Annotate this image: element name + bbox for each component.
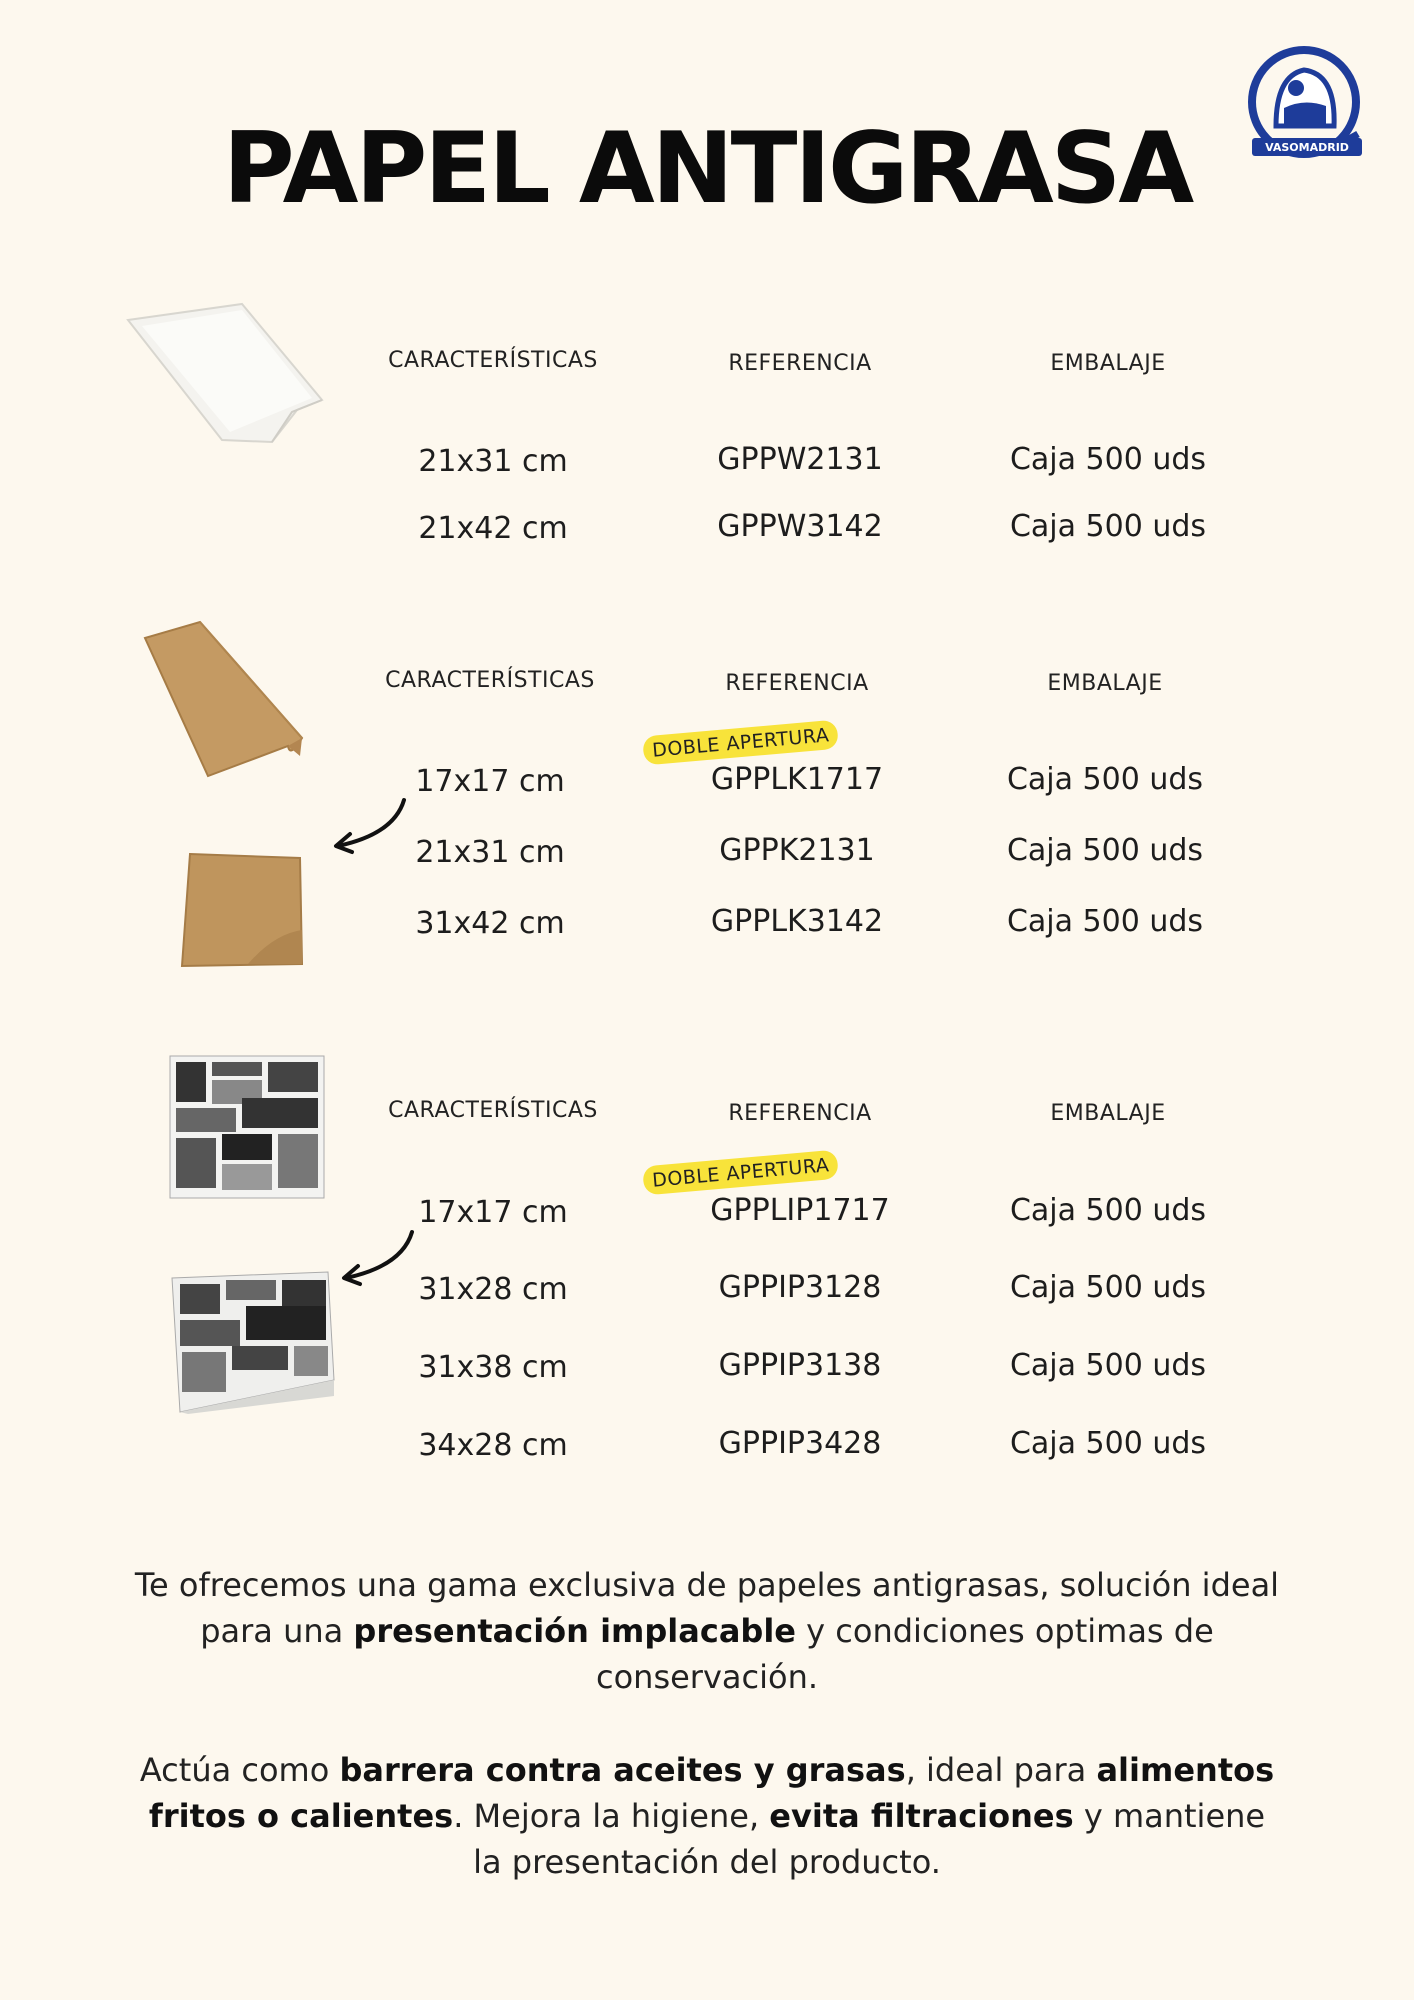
reference-cell: GPPIP3138 [718,1348,882,1383]
reference-cell: GPPLIP1717 [710,1193,890,1228]
packaging-cell: Caja 500 uds [1009,1270,1207,1305]
text-span: y condiciones optimas de conservación. [595,1612,1214,1696]
packaging-cell: Caja 500 uds [1006,833,1204,868]
kraft-sheet-image [178,848,308,968]
kraft-bag-image [140,618,310,778]
vasomadrid-logo [1246,46,1368,166]
header-embalaje: EMBALAJE [1050,1101,1166,1126]
size-cell: 17x17 cm [415,764,565,799]
reference-cell: GPPW3142 [717,509,883,544]
newspaper-bag-image [168,1270,336,1414]
header-caracteristicas: CARACTERÍSTICAS [388,1098,598,1123]
newspaper-sheet-image [168,1054,326,1200]
reference-cell: GPPIP3128 [718,1270,882,1305]
header-embalaje: EMBALAJE [1047,671,1163,696]
text-span: , ideal para [905,1751,1097,1789]
header-caracteristicas: CARACTERÍSTICAS [385,668,595,693]
packaging-cell: Caja 500 uds [1006,904,1204,939]
header-embalaje: EMBALAJE [1050,351,1166,376]
header-referencia: REFERENCIA [728,1101,872,1126]
size-cell: 21x42 cm [418,511,568,546]
packaging-cell: Caja 500 uds [1009,442,1207,477]
bold-text: barrera contra aceites y grasas [339,1751,906,1789]
packaging-cell: Caja 500 uds [1009,1426,1207,1461]
text-span: Te ofrecemos una gama exclusiva de papeles antigrasas, solución ideal para una [134,1566,1280,1650]
size-cell: 31x38 cm [418,1350,568,1385]
packaging-cell: Caja 500 uds [1006,762,1204,797]
packaging-cell: Caja 500 uds [1009,1348,1207,1383]
reference-cell: GPPW2131 [717,442,883,477]
page-title: PAPEL ANTIGRASA [222,112,1192,226]
bold-text: alimentos fritos o calientes [148,1751,1275,1835]
header-referencia: REFERENCIA [725,671,869,696]
size-cell: 17x17 cm [418,1195,568,1230]
reference-cell: GPPLK1717 [710,762,884,797]
size-cell: 21x31 cm [415,835,565,870]
doble-apertura-badge: DOBLE APERTURA [642,1150,839,1196]
size-cell: 31x42 cm [415,906,565,941]
packaging-cell: Caja 500 uds [1009,509,1207,544]
bold-text: evita filtraciones [769,1797,1074,1835]
doble-apertura-badge: DOBLE APERTURA [642,720,839,766]
size-cell: 31x28 cm [418,1272,568,1307]
text-span: Actúa como [139,1751,340,1789]
size-cell: 21x31 cm [418,444,568,479]
white-paper-image [122,300,332,450]
reference-cell: GPPLK3142 [710,904,884,939]
text-span: . Mejora la higiene, [453,1797,770,1835]
reference-cell: GPPIP3428 [718,1426,882,1461]
size-cell: 34x28 cm [418,1428,568,1463]
description-paragraph-1 [130,1562,1284,1700]
header-referencia: REFERENCIA [728,351,872,376]
description-paragraph-2 [130,1747,1284,1885]
text-span: y mantiene la presentación del producto. [473,1797,1266,1881]
bold-text: presentación implacable [353,1612,796,1650]
header-caracteristicas: CARACTERÍSTICAS [388,348,598,373]
packaging-cell: Caja 500 uds [1009,1193,1207,1228]
reference-cell: GPPK2131 [719,833,875,868]
logo-text: VASOMADRID [1265,141,1349,154]
